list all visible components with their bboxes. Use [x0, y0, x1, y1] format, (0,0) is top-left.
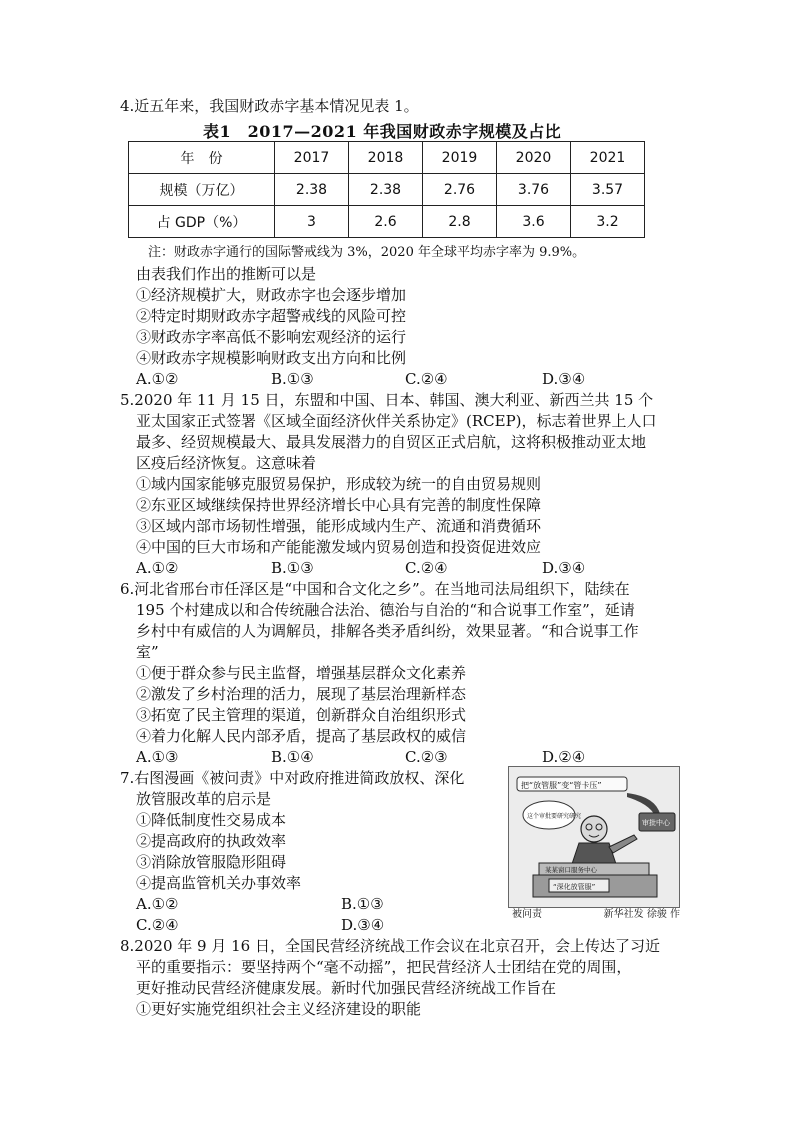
- q6-choice-b[interactable]: B.①④: [271, 748, 314, 766]
- q7-item: ③消除放管服隐形阻碍: [136, 853, 287, 871]
- table-year: 2019: [423, 142, 497, 174]
- table-header-label: 年 份: [129, 142, 275, 174]
- q5-stem-line: 亚太国家正式签署《区域全面经济伙伴关系协定》(RCEP)，标志着世界上人口: [136, 412, 657, 430]
- q4-stem: 4.近五年来，我国财政赤字基本情况见表 1。: [120, 97, 419, 115]
- q5-item: ③区域内部市场韧性增强，能形成域内生产、流通和消费循环: [136, 517, 542, 535]
- cartoon-illustration: [509, 767, 679, 907]
- q8-stem-line: 8.2020 年 9 月 16 日，全国民营经济统战工作会议在北京召开，会上传达了习近: [120, 937, 660, 955]
- table-cell: 2.76: [423, 174, 497, 206]
- table-cell: 3.57: [571, 174, 645, 206]
- q8-stem-line: 更好推动民营经济健康发展。新时代加强民营经济统战工作旨在: [136, 979, 557, 997]
- q5-stem-line: 区疫后经济恢复。这意味着: [136, 454, 317, 472]
- q6-item: ④着力化解人民内部矛盾，提高了基层政权的威信: [136, 727, 467, 745]
- table-row: [129, 206, 645, 238]
- table-row: [129, 174, 645, 206]
- q7-item: ①降低制度性交易成本: [136, 811, 287, 829]
- q6-item: ③拓宽了民主管理的渠道，创新群众自治组织形式: [136, 706, 467, 724]
- q5-choice-a[interactable]: A.①②: [136, 559, 179, 577]
- q4-choice-a[interactable]: A.①②: [136, 370, 179, 388]
- q6-stem-line: 6.河北省邢台市任泽区是“中国和合文化之乡”。在当地司法局组织下，陆续在: [120, 580, 630, 598]
- table-year: 2018: [349, 142, 423, 174]
- q7-stem-line: 放管服改革的启示是: [136, 790, 272, 808]
- q6-choice-d[interactable]: D.②④: [542, 748, 586, 766]
- table-cell: 2.38: [275, 174, 349, 206]
- table-cell: 2.38: [349, 174, 423, 206]
- q6-stem-line: 195 个村建成以和合传统融合法治、德治与自治的“和合说事工作室”，延请: [136, 601, 635, 619]
- q4-item: ③财政赤字率高低不影响宏观经济的运行: [136, 328, 407, 346]
- q6-item: ①便于群众参与民主监督，增强基层群众文化素养: [136, 664, 467, 682]
- table-year: 2017: [275, 142, 349, 174]
- table-row-label: 占 GDP（%）: [129, 206, 275, 238]
- q4-choice-b[interactable]: B.①③: [271, 370, 314, 388]
- q6-stem-line: 乡村中有威信的人为调解员，排解各类矛盾纠纷，效果显著。“和合说事工作: [136, 622, 639, 640]
- table-cell: 3.6: [497, 206, 571, 238]
- table-year: 2021: [571, 142, 645, 174]
- q7-stem-line: 7.右图漫画《被问责》中对政府推进简政放权、深化: [120, 769, 465, 787]
- q4-item: ①经济规模扩大，财政赤字也会逐步增加: [136, 286, 407, 304]
- q7-item: ④提高监管机关办事效率: [136, 874, 302, 892]
- q5-stem-line: 5.2020 年 11 月 15 日，东盟和中国、日本、韩国、澳大利亚、新西兰共 15 个: [120, 391, 654, 409]
- table-year: 2020: [497, 142, 571, 174]
- table-cell: 3: [275, 206, 349, 238]
- q5-choice-b[interactable]: B.①③: [271, 559, 314, 577]
- q7-choice-c[interactable]: C.②④: [136, 916, 179, 934]
- q6-choice-c[interactable]: C.②③: [405, 748, 448, 766]
- q4-prompt: 由表我们作出的推断可以是: [136, 265, 317, 283]
- cartoon-sign: 审批中心: [642, 819, 670, 827]
- q5-item: ①域内国家能够克服贸易保护，形成较为统一的自由贸易规则: [136, 475, 542, 493]
- q5-choice-d[interactable]: D.③④: [542, 559, 586, 577]
- table-header-row: [129, 142, 645, 174]
- q7-choice-a[interactable]: A.①②: [136, 895, 179, 913]
- q5-item: ②东亚区域继续保持世界经济增长中心具有完善的制度性保障: [136, 496, 542, 514]
- table-cell: 3.2: [571, 206, 645, 238]
- q4-choice-d[interactable]: D.③④: [542, 370, 586, 388]
- cartoon-speech: 这个审批要研究研究: [527, 813, 582, 820]
- cartoon-title: 被问责: [512, 909, 542, 920]
- cartoon-image: [508, 766, 680, 908]
- table-cell: 2.6: [349, 206, 423, 238]
- q8-item: ①更好实施党组织社会主义经济建设的职能: [136, 1000, 422, 1018]
- q7-item: ②提高政府的执政效率: [136, 832, 287, 850]
- table-caption: 表1 2017—2021 年我国财政赤字规模及占比: [203, 122, 562, 141]
- q8-stem-line: 平的重要指示：要坚持两个“毫不动摇”，把民营经济人士团结在党的周围，: [136, 958, 632, 976]
- q4-item: ④财政赤字规模影响财政支出方向和比例: [136, 349, 407, 367]
- cartoon-author: 新华社发 徐骏 作: [603, 909, 680, 920]
- q5-stem-line: 最多、经贸规模最大、最具发展潜力的自贸区正式启航，这将积极推动亚太地: [136, 433, 647, 451]
- cartoon-banner: 把“放管服”变“管卡压”: [521, 781, 602, 790]
- q6-stem-line: 室”: [136, 643, 159, 661]
- table-cell: 3.76: [497, 174, 571, 206]
- q7-choice-d[interactable]: D.③④: [341, 916, 385, 934]
- cartoon-counter-label: “深化放管服”: [553, 883, 596, 891]
- q7-choice-b[interactable]: B.①③: [341, 895, 384, 913]
- table-row-label: 规模（万亿）: [129, 174, 275, 206]
- q5-choice-c[interactable]: C.②④: [405, 559, 448, 577]
- cartoon-desk-label: 某某窗口服务中心: [545, 866, 597, 874]
- q6-choice-a[interactable]: A.①③: [136, 748, 179, 766]
- q4-choice-c[interactable]: C.②④: [405, 370, 448, 388]
- q6-item: ②激发了乡村治理的活力，展现了基层治理新样态: [136, 685, 467, 703]
- q4-item: ②特定时期财政赤字超警戒线的风险可控: [136, 307, 407, 325]
- deficit-table: [128, 141, 645, 238]
- table-note: 注：财政赤字通行的国际警戒线为 3%，2020 年全球平均赤字率为 9.9%。: [148, 245, 586, 260]
- table-cell: 2.8: [423, 206, 497, 238]
- q5-item: ④中国的巨大市场和产能能激发域内贸易创造和投资促进效应: [136, 538, 542, 556]
